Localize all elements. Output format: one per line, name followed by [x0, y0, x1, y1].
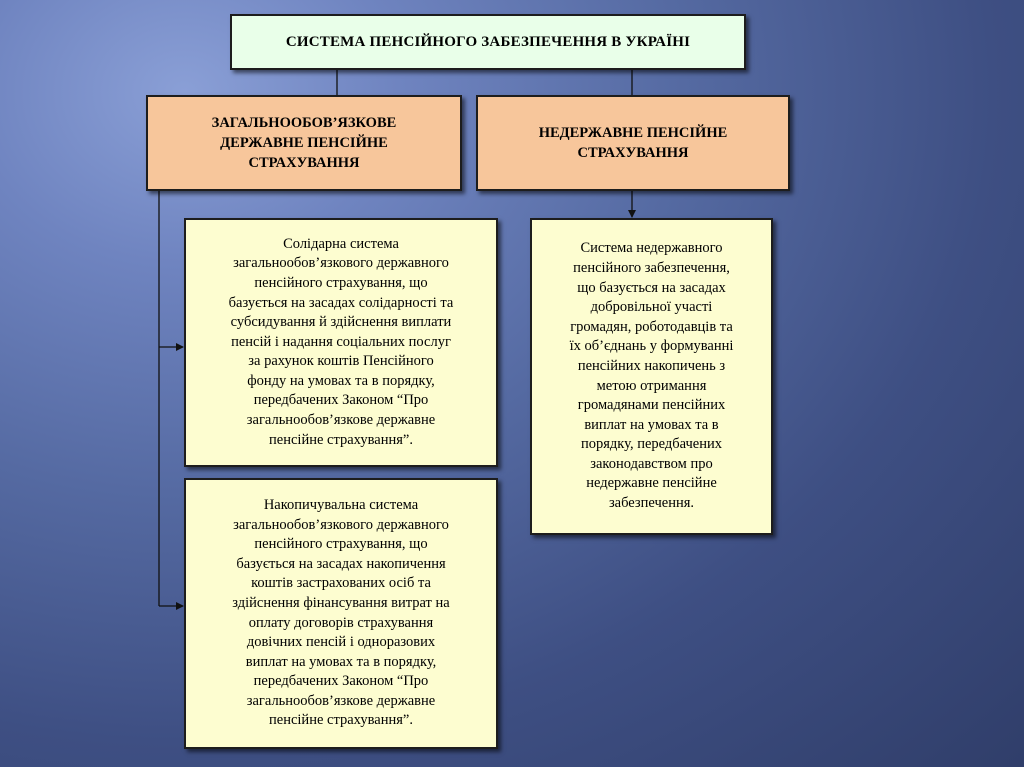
solidarity-system-text: Солідарна система загальнообов’язкового державного пенсійного страхування, що базується на засадах солідарності та субсидування й здійснення виплати пенсій і надання соціальних послуг за рахунок коштів Пенсійного фонду на умовах та в порядку, передбачених Законом “Про загальнообов’язкове державне пенсійне страхування”. — [228, 235, 454, 448]
diagram-title-box — [230, 14, 746, 70]
solidarity-system-box — [184, 218, 498, 467]
state-insurance-heading-box — [146, 95, 462, 191]
accumulative-system-text: Накопичувальна система загальнообов’язкового державного пенсійного страхування, що базується на засадах накопичення коштів застрахованих осіб та здійснення фінансування витрат на оплату договорів страхування довічних пенсій і одноразових виплат на умовах та в порядку, передбачених Законом “Про загальнообов’язкове державне пенсійне страхування”. — [232, 496, 450, 729]
nonstate-system-box — [530, 218, 773, 535]
state-insurance-heading: ЗАГАЛЬНООБОВ’ЯЗКОВЕ ДЕРЖАВНЕ ПЕНСІЙНЕ СТРАХУВАННЯ — [211, 115, 397, 171]
nonstate-insurance-heading-box — [476, 95, 790, 191]
nonstate-system-text: Система недержавного пенсійного забезпечення, що базується на засадах добровільної участі громадян, роботодавців та їх об’єднань у формуванні пенсійних накопичень з метою отримання громадянами пенсійних виплат на умовах та в порядку, передбачених законодавством про недержавне пенсійне забезпечення. — [569, 240, 734, 512]
accumulative-system-box — [184, 478, 498, 749]
diagram-title: СИСТЕМА ПЕНСІЙНОГО ЗАБЕЗПЕЧЕННЯ В УКРАЇНІ — [285, 33, 691, 50]
nonstate-insurance-heading: НЕДЕРЖАВНЕ ПЕНСІЙНЕ СТРАХУВАННЯ — [538, 125, 728, 161]
